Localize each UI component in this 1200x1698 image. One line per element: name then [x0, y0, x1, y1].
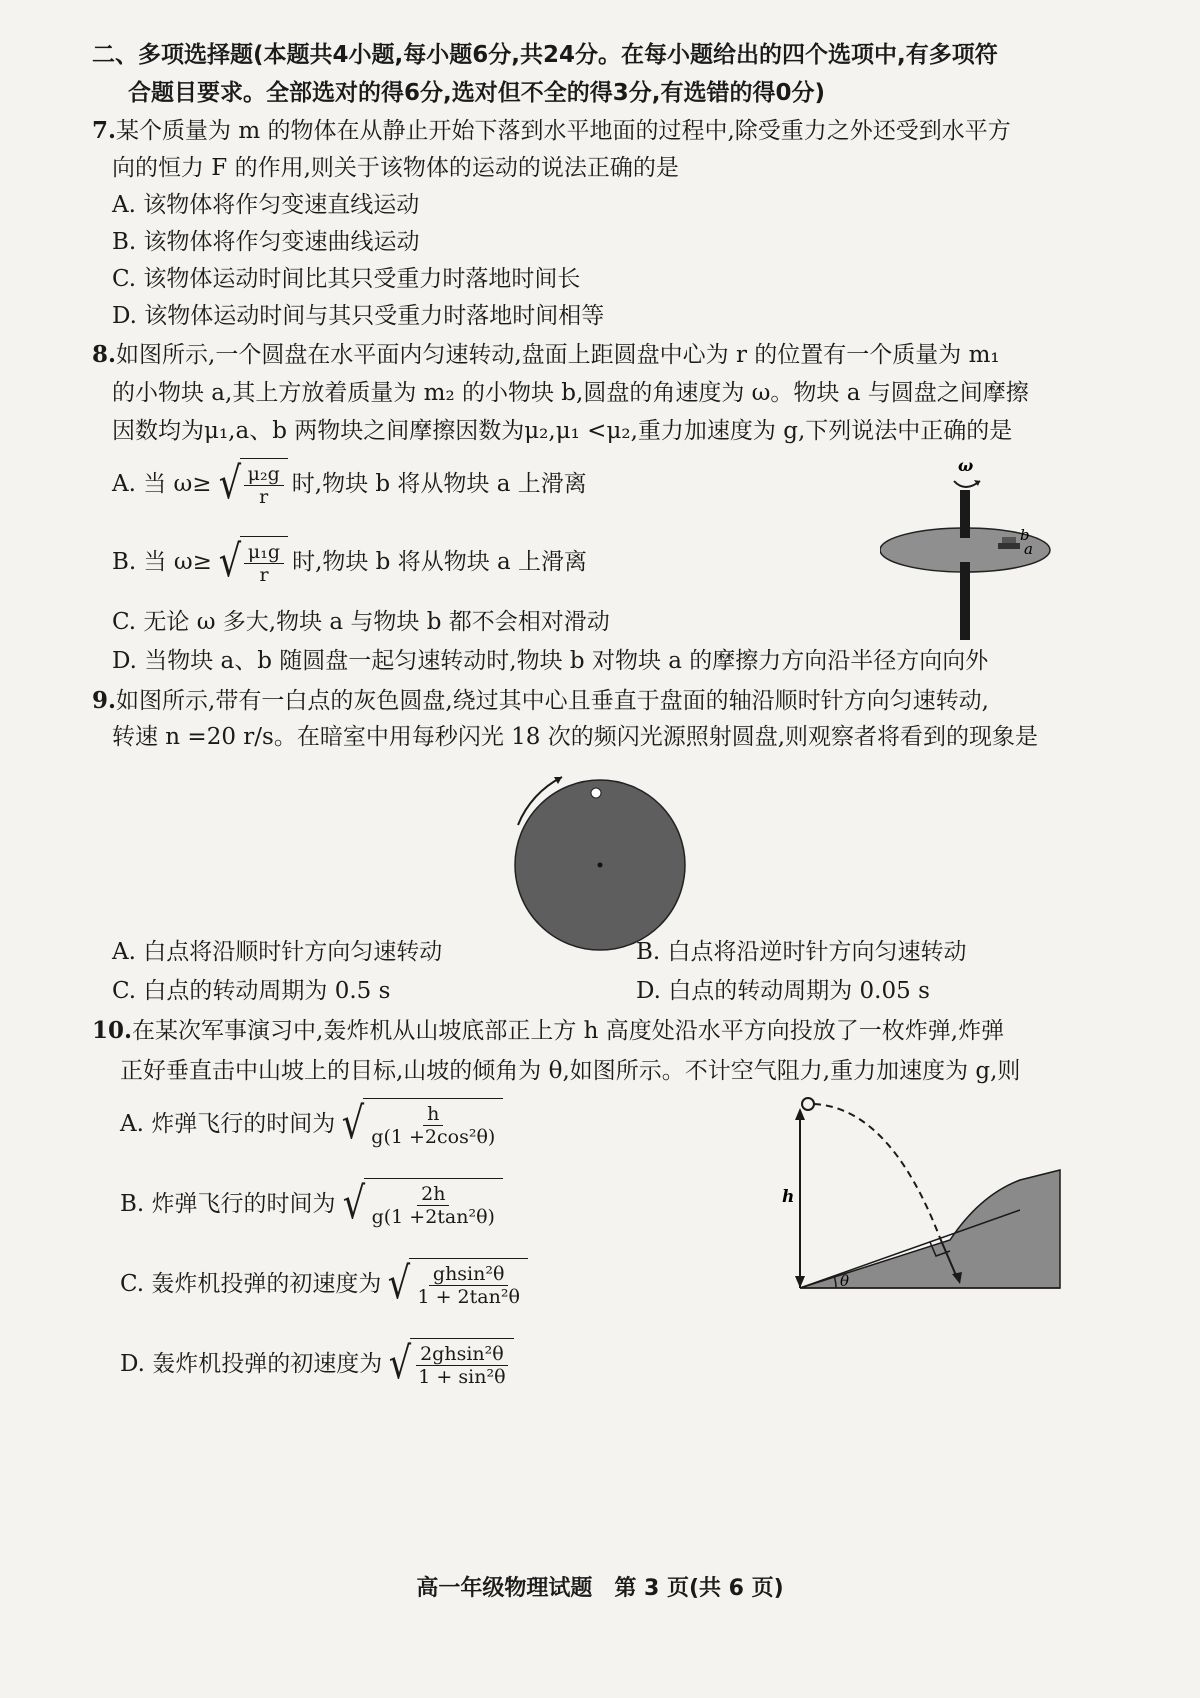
q10-option-a-numerator: h — [423, 1103, 443, 1126]
q8-axle-upper — [960, 490, 970, 538]
q9-number: 9. — [92, 687, 117, 714]
q9-white-dot — [591, 788, 601, 798]
q8-number: 8. — [92, 341, 117, 368]
q10-option-a-denominator: g(1 +2cos²θ) — [371, 1126, 496, 1148]
q10-option-a-prefix: A. 炸弹飞行的时间为 — [120, 1111, 336, 1137]
q10-option-c-denominator: 1 + 2tan²θ — [417, 1286, 520, 1308]
q9-text-line1: 如图所示,带有一白点的灰色圆盘,绕过其中心且垂直于盘面的轴沿顺时针方向匀速转动, — [116, 688, 989, 714]
q8-axle-lower — [960, 562, 970, 640]
q8-option-b-denominator: r — [259, 564, 269, 586]
q8-omega-label: ω — [958, 456, 974, 475]
q10-option-c — [120, 1258, 532, 1310]
q8-option-b-suffix: 时,物块 b 将从物块 a 上滑离 — [292, 549, 588, 575]
q10-label-h: h — [782, 1187, 795, 1207]
q8-stem-line1 — [92, 340, 1000, 370]
page-footer: 高一年级物理试题 第 3 页(共 6 页) — [416, 1576, 784, 1601]
q8-block-a — [998, 543, 1020, 549]
q9-option-b: B. 白点将沿逆时针方向匀速转动 — [636, 939, 967, 965]
q7-stem-line1 — [92, 116, 1011, 146]
q8-option-b-prefix: B. 当 ω≥ — [112, 549, 212, 575]
q9-option-a: A. 白点将沿顺时针方向匀速转动 — [112, 939, 443, 965]
q10-option-d — [120, 1338, 518, 1390]
q10-option-c-sqrt: √ $\frac{\text{ghsin²θ}}{\text{1 + 2tan²θ}}$ — [385, 1258, 527, 1310]
q10-number: 10. — [92, 1017, 133, 1044]
q8-text-line1: 如图所示,一个圆盘在水平面内匀速转动,盘面上距圆盘中心为 r 的位置有一个质量为 m₁ — [116, 342, 1000, 368]
q10-option-d-sqrt: √ $\frac{\text{2ghsin²θ}}{\text{1 + sin²θ}}$ — [386, 1338, 513, 1390]
q10-option-a-sqrt: √ $\frac{h}{\text{g(1 +2cos²θ)}}$ — [339, 1098, 503, 1150]
q8-disk-figure — [880, 490, 1070, 640]
q7-option-b: B. 该物体将作匀变速曲线运动 — [112, 229, 420, 255]
q10-option-b-denominator: g(1 +2tan²θ) — [371, 1206, 495, 1228]
q10-label-theta: θ — [840, 1272, 850, 1290]
q10-option-b — [120, 1178, 507, 1230]
q8-option-b-sqrt: √ $\frac{\text{μ₁g}}{r}$ — [216, 536, 288, 588]
q8-option-b-numerator: μ₁g — [244, 541, 284, 564]
q8-option-a-denominator: r — [259, 486, 269, 508]
q10-text-line1: 在某次军事演习中,轰炸机从山坡底部正上方 h 高度处沿水平方向投放了一枚炸弹,炸弹 — [132, 1018, 1005, 1044]
q10-option-b-prefix: B. 炸弹飞行的时间为 — [120, 1191, 336, 1217]
q8-block-b — [1002, 537, 1016, 543]
q10-trajectory — [814, 1104, 940, 1238]
section-header-line2: 合题目要求。全部选对的得6分,选对但不全的得3分,有选错的得0分) — [128, 80, 825, 106]
q8-omega-figure — [940, 455, 1000, 495]
q10-option-c-numerator: ghsin²θ — [429, 1263, 509, 1286]
q8-stem-line3: 因数均为μ₁,a、b 两物块之间摩擦因数为μ₂,μ₁ <μ₂,重力加速度为 g,下列说法中正确的是 — [112, 418, 1013, 444]
q10-hillside — [800, 1170, 1060, 1288]
q10-option-c-prefix: C. 轰炸机投弹的初速度为 — [120, 1271, 382, 1297]
q7-option-d: D. 该物体运动时间与其只受重力时落地时间相等 — [112, 303, 605, 329]
q10-option-a — [120, 1098, 507, 1150]
q8-option-a — [112, 458, 587, 510]
q9-disk-figure — [500, 765, 700, 965]
q8-option-a-sqrt: √ $\frac{\text{μ₂g}}{r}$ — [216, 458, 288, 510]
q10-option-d-denominator: 1 + sin²θ — [418, 1366, 506, 1388]
q8-option-c: C. 无论 ω 多大,物块 a 与物块 b 都不会相对滑动 — [112, 609, 610, 635]
q9-center-dot — [598, 863, 603, 868]
q10-stem-line1 — [92, 1016, 1004, 1046]
q8-label-b: b — [1020, 526, 1030, 544]
q9-option-c: C. 白点的转动周期为 0.5 s — [112, 978, 391, 1004]
q10-slope-figure — [780, 1090, 1070, 1300]
q10-stem-line2: 正好垂直击中山坡上的目标,山坡的倾角为 θ,如图所示。不计空气阻力,重力加速度为 g,则 — [120, 1058, 1021, 1084]
q10-option-d-numerator: 2ghsin²θ — [416, 1343, 508, 1366]
q10-option-b-sqrt: √ $\frac{2h}{\text{g(1 +2tan²θ)}}$ — [340, 1178, 503, 1230]
q7-text-line1: 某个质量为 m 的物体在从静止开始下落到水平地面的过程中,除受重力之外还受到水平方 — [116, 118, 1011, 144]
q8-option-a-suffix: 时,物块 b 将从物块 a 上滑离 — [291, 471, 587, 497]
q8-stem-line2: 的小物块 a,其上方放着质量为 m₂ 的小物块 b,圆盘的角速度为 ω。物块 a 与圆盘之间摩擦 — [112, 380, 1029, 406]
q9-stem-line1 — [92, 686, 989, 716]
q8-option-d: D. 当物块 a、b 随圆盘一起匀速转动时,物块 b 对物块 a 的摩擦力方向沿半径方向向外 — [112, 648, 989, 674]
q10-bomber-point — [802, 1098, 814, 1110]
q9-stem-line2: 转速 n =20 r/s。在暗室中用每秒闪光 18 次的频闪光源照射圆盘,则观察者将看到的现象是 — [112, 724, 1039, 750]
q7-number: 7. — [92, 117, 117, 144]
q10-option-b-numerator: 2h — [417, 1183, 449, 1206]
q8-option-a-prefix: A. 当 ω≥ — [112, 471, 212, 497]
q7-stem-line2: 向的恒力 F 的作用,则关于该物体的运动的说法正确的是 — [112, 155, 679, 181]
q10-option-d-prefix: D. 轰炸机投弹的初速度为 — [120, 1351, 383, 1377]
q7-option-c: C. 该物体运动时间比其只受重力时落地时间长 — [112, 266, 581, 292]
q9-option-d: D. 白点的转动周期为 0.05 s — [636, 978, 930, 1004]
q7-option-a: A. 该物体将作匀变速直线运动 — [112, 192, 420, 218]
q8-option-a-numerator: μ₂g — [244, 463, 284, 486]
q8-label-a: a — [1024, 540, 1033, 558]
q10-height-arrow-top-icon — [795, 1108, 805, 1120]
section-header-line1: 二、多项选择题(本题共4小题,每小题6分,共24分。在每小题给出的四个选项中,有多项符 — [92, 42, 998, 68]
q8-option-b — [112, 536, 587, 588]
